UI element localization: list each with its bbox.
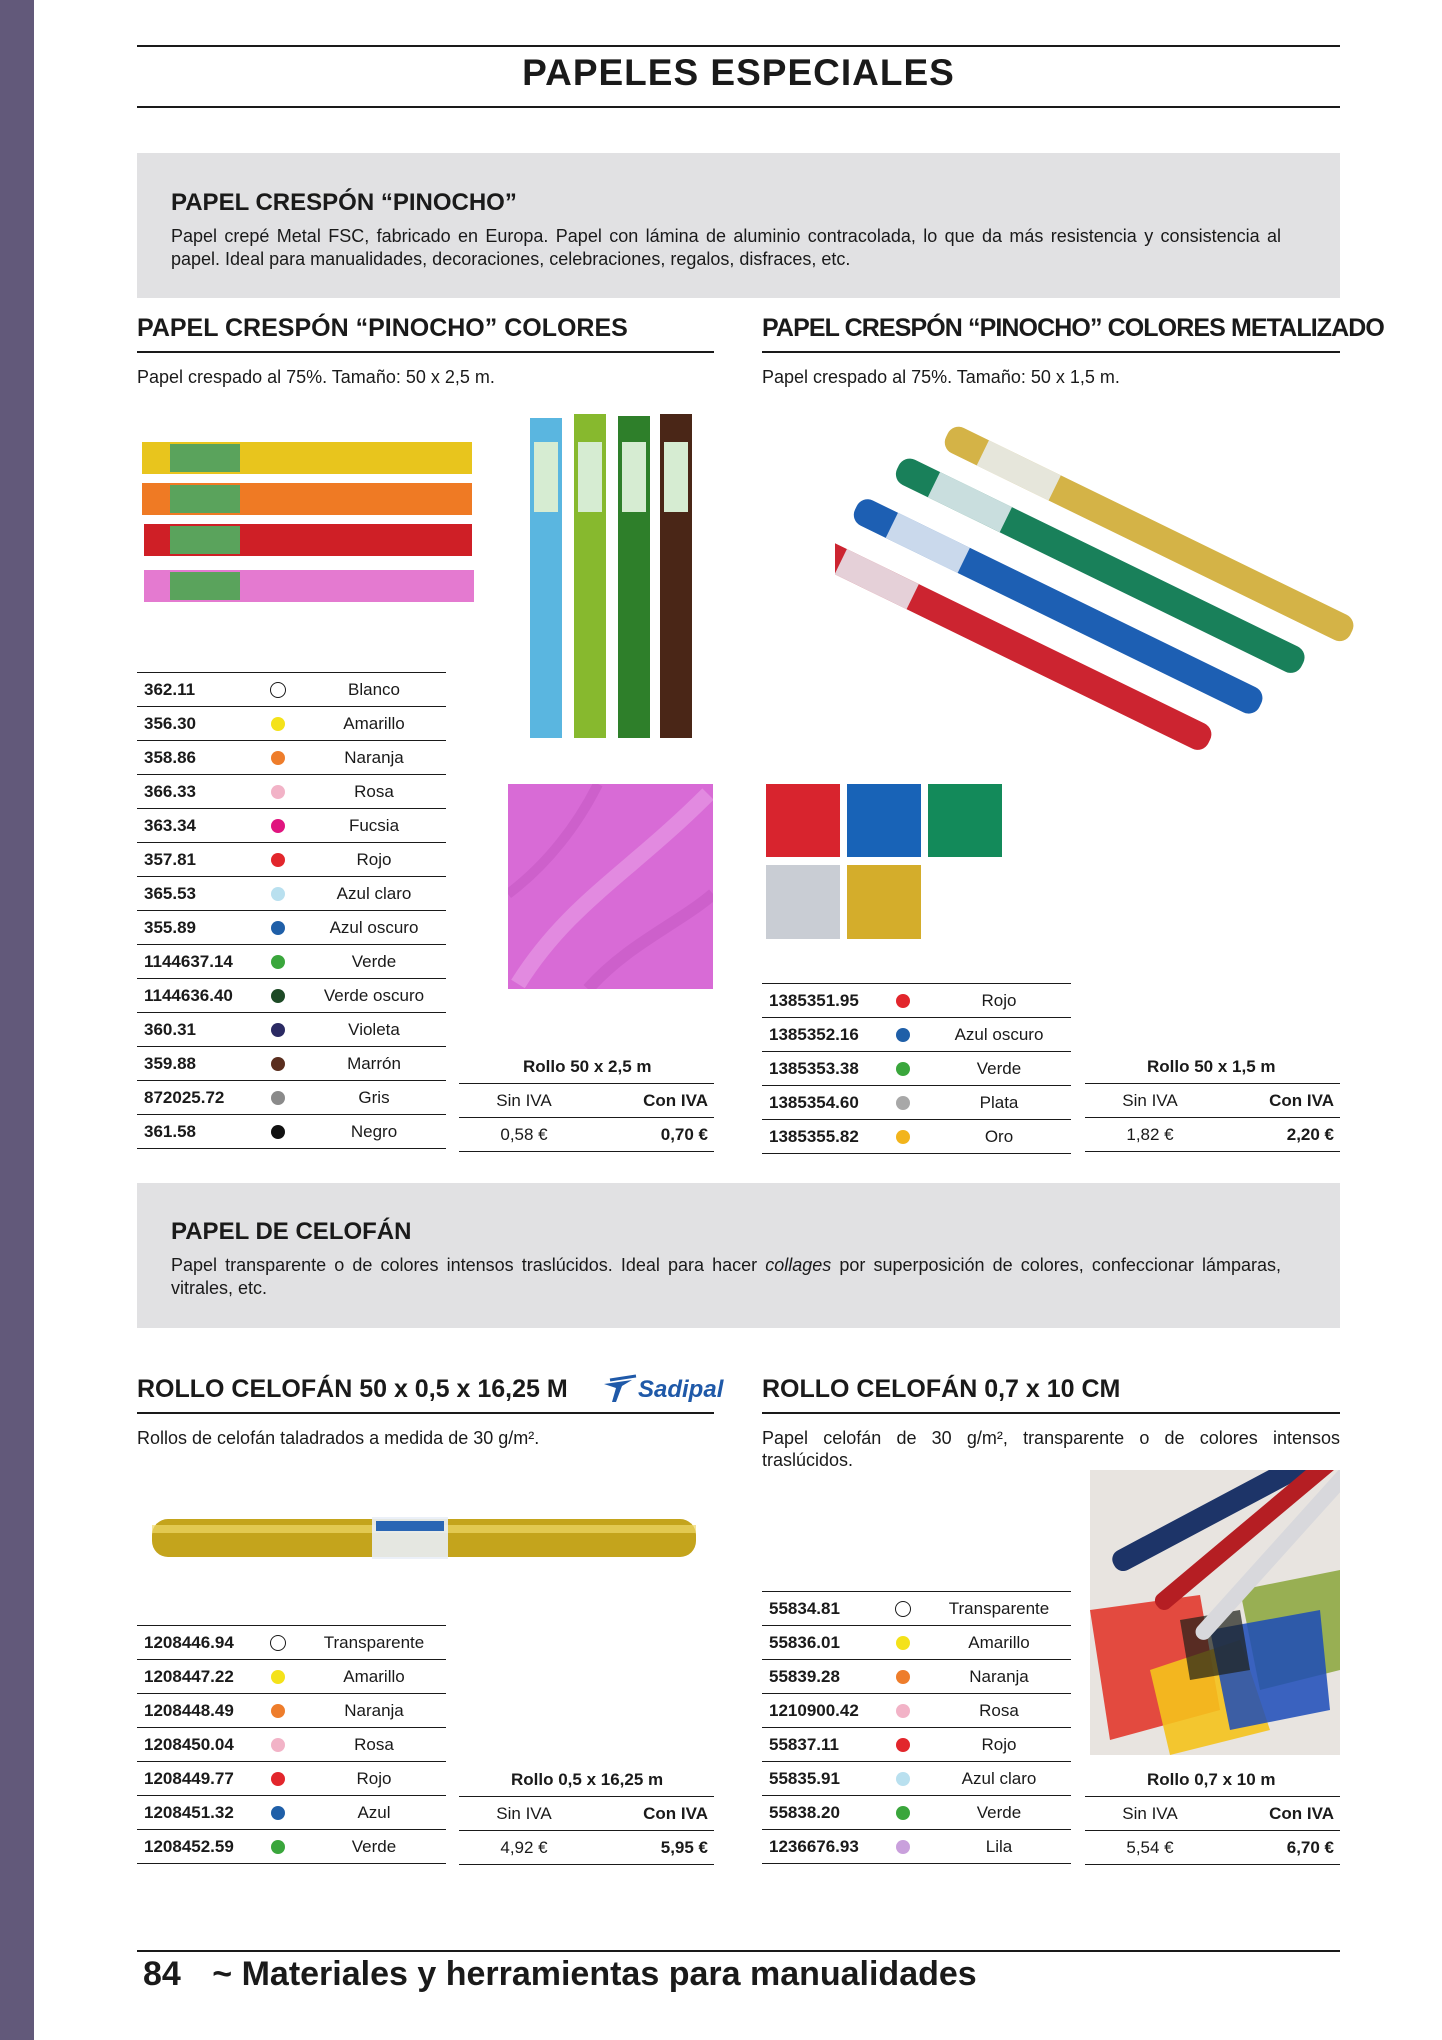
cellophane-sheets-photo (1090, 1470, 1340, 1755)
product-row (762, 1694, 1071, 1728)
product-row (762, 1592, 1071, 1626)
color-dot-icon (271, 1704, 285, 1718)
color-dot-cell (879, 1086, 927, 1120)
color-dot-cell (254, 1660, 302, 1694)
product-code: 1208447.22 (137, 1660, 254, 1694)
crepe-vertical-image (528, 412, 698, 746)
product-row (762, 1626, 1071, 1660)
con-iva-value: 2,20 € (1215, 1118, 1340, 1152)
con-iva-label: Con IVA (1215, 1797, 1340, 1831)
color-dot-cell (254, 1081, 302, 1115)
con-iva-label: Con IVA (589, 1797, 714, 1831)
product-code: 55837.11 (762, 1728, 879, 1762)
color-dot-icon (271, 1806, 285, 1820)
color-name: Negro (302, 1115, 446, 1149)
crespon-colores-rule (137, 351, 714, 353)
header-bottom-rule (137, 106, 1340, 108)
product-row (762, 1660, 1071, 1694)
footer-rule (137, 1950, 1340, 1952)
color-dot-icon (896, 1062, 910, 1076)
color-dot-icon (271, 1772, 285, 1786)
sin-iva-value: 5,54 € (1085, 1831, 1215, 1865)
product-row (137, 1694, 446, 1728)
product-code: 1208446.94 (137, 1626, 254, 1660)
product-code: 1144637.14 (137, 945, 254, 979)
rollo-celofan-1-price (459, 1763, 714, 1865)
color-name: Amarillo (302, 707, 446, 741)
swatch-rojo (766, 784, 840, 857)
color-dot-icon (896, 1738, 910, 1752)
color-name: Rojo (302, 1762, 446, 1796)
crespon-intro-text: Papel crepé Metal FSC, fabricado en Europa. Papel con lámina de aluminio contracolada, lo que da más resistencia y consistencia al papel. Ideal para manualidades, decoraciones, celebraciones, regalos, disfraces, etc. (171, 226, 1281, 269)
color-dot-cell (254, 809, 302, 843)
con-iva-label: Con IVA (1215, 1084, 1340, 1118)
product-row (137, 877, 446, 911)
crespon-metalizado-title: PAPEL CRESPÓN “PINOCHO” COLORES METALIZADO (762, 314, 1384, 342)
color-name: Verde (302, 1830, 446, 1864)
color-name: Transparente (927, 1592, 1071, 1626)
color-dot-cell (254, 1728, 302, 1762)
color-dot-cell (254, 1115, 302, 1149)
product-row (762, 1052, 1071, 1086)
product-row (137, 741, 446, 775)
color-dot-icon (271, 751, 285, 765)
footer-text: ~ Materiales y herramientas para manualidades (212, 1955, 977, 1993)
crespon-metalizado-table (762, 983, 1071, 1154)
celofan-intro-text: Papel transparente o de colores intensos traslúcidos. Ideal para hacer collages por superposición de colores, confeccionar lámparas, vitrales, etc. (171, 1255, 1281, 1298)
price-label: Rollo 50 x 1,5 m (1147, 1056, 1276, 1076)
crepe-pack-orange (142, 483, 472, 515)
color-name: Lila (927, 1830, 1071, 1864)
color-name: Rojo (927, 1728, 1071, 1762)
color-dot-icon (271, 1125, 285, 1139)
product-code: 366.33 (137, 775, 254, 809)
sin-iva-value: 1,82 € (1085, 1118, 1215, 1152)
color-dot-icon (271, 989, 285, 1003)
color-dot-icon (896, 1096, 910, 1110)
page-title: PAPELES ESPECIALES (522, 52, 955, 93)
product-row (762, 1796, 1071, 1830)
product-code: 1208449.77 (137, 1762, 254, 1796)
swatch-verde (928, 784, 1002, 857)
sin-iva-value: 4,92 € (459, 1831, 589, 1865)
crespon-colores-desc: Papel crespado al 75%. Tamaño: 50 x 2,5 m. (137, 367, 495, 387)
product-code: 55835.91 (762, 1762, 879, 1796)
color-dot-cell (879, 1694, 927, 1728)
color-dot-icon (271, 853, 285, 867)
crespon-colores-title: PAPEL CRESPÓN “PINOCHO” COLORES (137, 314, 628, 342)
product-code: 1208452.59 (137, 1830, 254, 1864)
color-dot-icon (270, 1635, 286, 1651)
con-iva-label: Con IVA (589, 1084, 714, 1118)
color-dot-icon (271, 1091, 285, 1105)
product-code: 1208451.32 (137, 1796, 254, 1830)
color-dot-icon (896, 1806, 910, 1820)
crespon-metalizado-price (1085, 1050, 1340, 1152)
color-dot-cell (254, 1694, 302, 1728)
color-dot-icon (896, 1130, 910, 1144)
color-dot-icon (896, 1670, 910, 1684)
sadipal-logo-text: Sadipal (638, 1376, 724, 1403)
product-row (137, 979, 446, 1013)
crepe-pack-pink (144, 570, 474, 602)
product-code: 361.58 (137, 1115, 254, 1149)
sin-iva-label: Sin IVA (459, 1084, 589, 1118)
sin-iva-label: Sin IVA (1085, 1084, 1215, 1118)
color-name: Rosa (927, 1694, 1071, 1728)
sin-iva-value: 0,58 € (459, 1118, 589, 1152)
product-row (137, 1796, 446, 1830)
golden-cellophane-roll (150, 1505, 700, 1575)
color-name: Azul oscuro (927, 1018, 1071, 1052)
page-number: 84 (143, 1955, 181, 1993)
rollo-celofan-2-desc: Papel celofán de 30 g/m², transparente o de colores intensos traslúcidos. (762, 1428, 1340, 1470)
color-name: Azul claro (927, 1762, 1071, 1796)
color-dot-icon (271, 955, 285, 969)
product-code: 1144636.40 (137, 979, 254, 1013)
product-code: 1208450.04 (137, 1728, 254, 1762)
price-label: Rollo 0,7 x 10 m (1147, 1769, 1276, 1789)
product-row (762, 1120, 1071, 1154)
product-row (137, 809, 446, 843)
color-dot-icon (270, 682, 286, 698)
con-iva-value: 6,70 € (1215, 1831, 1340, 1865)
color-dot-cell (254, 673, 302, 707)
product-row (137, 911, 446, 945)
product-code: 359.88 (137, 1047, 254, 1081)
sin-iva-label: Sin IVA (1085, 1797, 1215, 1831)
rollo-celofan-1-table (137, 1625, 446, 1864)
color-dot-cell (254, 945, 302, 979)
color-name: Verde (302, 945, 446, 979)
product-code: 1385354.60 (762, 1086, 879, 1120)
product-code: 358.86 (137, 741, 254, 775)
color-name: Amarillo (927, 1626, 1071, 1660)
color-name: Rosa (302, 1728, 446, 1762)
product-row (762, 1086, 1071, 1120)
product-row (137, 945, 446, 979)
color-name: Verde (927, 1052, 1071, 1086)
product-code: 1385353.38 (762, 1052, 879, 1086)
color-dot-cell (879, 1052, 927, 1086)
product-row (137, 775, 446, 809)
product-row (137, 1115, 446, 1149)
color-dot-icon (896, 1028, 910, 1042)
color-name: Azul (302, 1796, 446, 1830)
product-row (137, 1081, 446, 1115)
color-name: Verde oscuro (302, 979, 446, 1013)
sadipal-logo (602, 1374, 724, 1406)
color-dot-cell (879, 1762, 927, 1796)
product-code: 1385352.16 (762, 1018, 879, 1052)
color-dot-cell (254, 1762, 302, 1796)
color-name: Rojo (302, 843, 446, 877)
color-dot-icon (271, 717, 285, 731)
product-code: 362.11 (137, 673, 254, 707)
swatch-oro (847, 865, 921, 939)
rollo-celofan-2-price (1085, 1763, 1340, 1865)
con-iva-value: 0,70 € (589, 1118, 714, 1152)
product-code: 1210900.42 (762, 1694, 879, 1728)
rollo-celofan-1-title: ROLLO CELOFÁN 50 x 0,5 x 16,25 M (137, 1375, 568, 1403)
product-code: 55834.81 (762, 1592, 879, 1626)
product-row (137, 707, 446, 741)
color-name: Plata (927, 1086, 1071, 1120)
product-code: 55838.20 (762, 1796, 879, 1830)
color-dot-icon (271, 1023, 285, 1037)
crespon-colores-table (137, 672, 446, 1149)
product-row (137, 1660, 446, 1694)
color-dot-icon (271, 1840, 285, 1854)
product-row (137, 1013, 446, 1047)
color-dot-icon (896, 1704, 910, 1718)
product-code: 1385351.95 (762, 984, 879, 1018)
color-dot-cell (879, 984, 927, 1018)
product-row (762, 1830, 1071, 1864)
metallic-rolls-image (835, 414, 1355, 764)
metallic-swatches (764, 783, 1006, 941)
color-dot-cell (879, 1018, 927, 1052)
product-code: 365.53 (137, 877, 254, 911)
color-dot-icon (271, 819, 285, 833)
color-dot-icon (271, 887, 285, 901)
product-row (762, 1018, 1071, 1052)
color-dot-cell (879, 1830, 927, 1864)
crepe-pack-yellow (142, 442, 472, 474)
product-row (137, 1626, 446, 1660)
product-code: 872025.72 (137, 1081, 254, 1115)
product-code: 360.31 (137, 1013, 254, 1047)
product-row (137, 1047, 446, 1081)
swatch-plata (766, 865, 840, 939)
color-dot-icon (896, 994, 910, 1008)
product-code: 1208448.49 (137, 1694, 254, 1728)
product-code: 55836.01 (762, 1626, 879, 1660)
product-code: 1385355.82 (762, 1120, 879, 1154)
product-row (137, 673, 446, 707)
color-name: Rosa (302, 775, 446, 809)
color-name: Gris (302, 1081, 446, 1115)
product-row (137, 1728, 446, 1762)
color-name: Violeta (302, 1013, 446, 1047)
color-dot-icon (896, 1636, 910, 1650)
color-name: Marrón (302, 1047, 446, 1081)
color-name: Fucsia (302, 809, 446, 843)
color-name: Naranja (927, 1660, 1071, 1694)
color-dot-cell (254, 741, 302, 775)
color-dot-cell (879, 1728, 927, 1762)
rollo-celofan-2-title: ROLLO CELOFÁN 0,7 x 10 CM (762, 1375, 1121, 1403)
color-dot-cell (254, 1796, 302, 1830)
product-code: 357.81 (137, 843, 254, 877)
color-dot-icon (271, 921, 285, 935)
crepe-packs-image (140, 436, 476, 611)
swatch-azul-oscuro (847, 784, 921, 857)
color-dot-cell (254, 1013, 302, 1047)
color-dot-cell (879, 1626, 927, 1660)
color-dot-icon (896, 1840, 910, 1854)
celofan-intro-box (137, 1183, 1340, 1328)
color-dot-cell (254, 1047, 302, 1081)
color-name: Naranja (302, 1694, 446, 1728)
price-label: Rollo 0,5 x 16,25 m (511, 1769, 664, 1789)
color-dot-cell (254, 1830, 302, 1864)
sin-iva-label: Sin IVA (459, 1797, 589, 1831)
color-dot-cell (254, 979, 302, 1013)
color-name: Azul claro (302, 877, 446, 911)
color-dot-cell (254, 1626, 302, 1660)
product-code: 355.89 (137, 911, 254, 945)
crespon-metalizado-rule (762, 351, 1340, 353)
product-code: 363.34 (137, 809, 254, 843)
product-row (137, 843, 446, 877)
product-code: 55839.28 (762, 1660, 879, 1694)
color-dot-cell (879, 1660, 927, 1694)
crespon-intro-box (137, 153, 1340, 298)
color-name: Verde (927, 1796, 1071, 1830)
color-name: Oro (927, 1120, 1071, 1154)
color-dot-icon (271, 1057, 285, 1071)
color-dot-icon (896, 1772, 910, 1786)
product-row (762, 984, 1071, 1018)
color-name: Blanco (302, 673, 446, 707)
product-row (762, 1762, 1071, 1796)
rollo-celofan-1-rule (137, 1412, 714, 1414)
rollo-celofan-1-desc: Rollos de celofán taladrados a medida de 30 g/m². (137, 1428, 540, 1448)
rollo-celofan-2-rule (762, 1412, 1340, 1414)
crespon-intro-title: PAPEL CRESPÓN “PINOCHO” (171, 189, 517, 216)
color-name: Azul oscuro (302, 911, 446, 945)
crespon-metalizado-desc: Papel crespado al 75%. Tamaño: 50 x 1,5 m. (762, 367, 1120, 387)
color-dot-cell (254, 911, 302, 945)
color-dot-cell (254, 775, 302, 809)
color-dot-cell (254, 877, 302, 911)
side-color-band (0, 0, 34, 2040)
color-dot-icon (271, 1738, 285, 1752)
color-dot-icon (895, 1601, 911, 1617)
color-dot-cell (879, 1120, 927, 1154)
footer (143, 1955, 977, 1994)
color-dot-cell (254, 707, 302, 741)
con-iva-value: 5,95 € (589, 1831, 714, 1865)
crespon-colores-price (459, 1050, 714, 1152)
color-dot-icon (271, 1670, 285, 1684)
crepe-pack-red (144, 524, 472, 556)
pink-crepe-swatch (508, 784, 713, 989)
product-row (137, 1830, 446, 1864)
color-name: Naranja (302, 741, 446, 775)
color-dot-cell (879, 1592, 927, 1626)
color-name: Transparente (302, 1626, 446, 1660)
price-label: Rollo 50 x 2,5 m (523, 1056, 652, 1076)
product-row (762, 1728, 1071, 1762)
color-dot-cell (254, 843, 302, 877)
color-dot-icon (271, 785, 285, 799)
product-code: 356.30 (137, 707, 254, 741)
color-name: Amarillo (302, 1660, 446, 1694)
color-dot-cell (879, 1796, 927, 1830)
header-top-rule (137, 45, 1340, 47)
color-name: Rojo (927, 984, 1071, 1018)
product-row (137, 1762, 446, 1796)
product-code: 1236676.93 (762, 1830, 879, 1864)
celofan-intro-title: PAPEL DE CELOFÁN (171, 1218, 412, 1245)
rollo-celofan-2-table (762, 1591, 1071, 1864)
